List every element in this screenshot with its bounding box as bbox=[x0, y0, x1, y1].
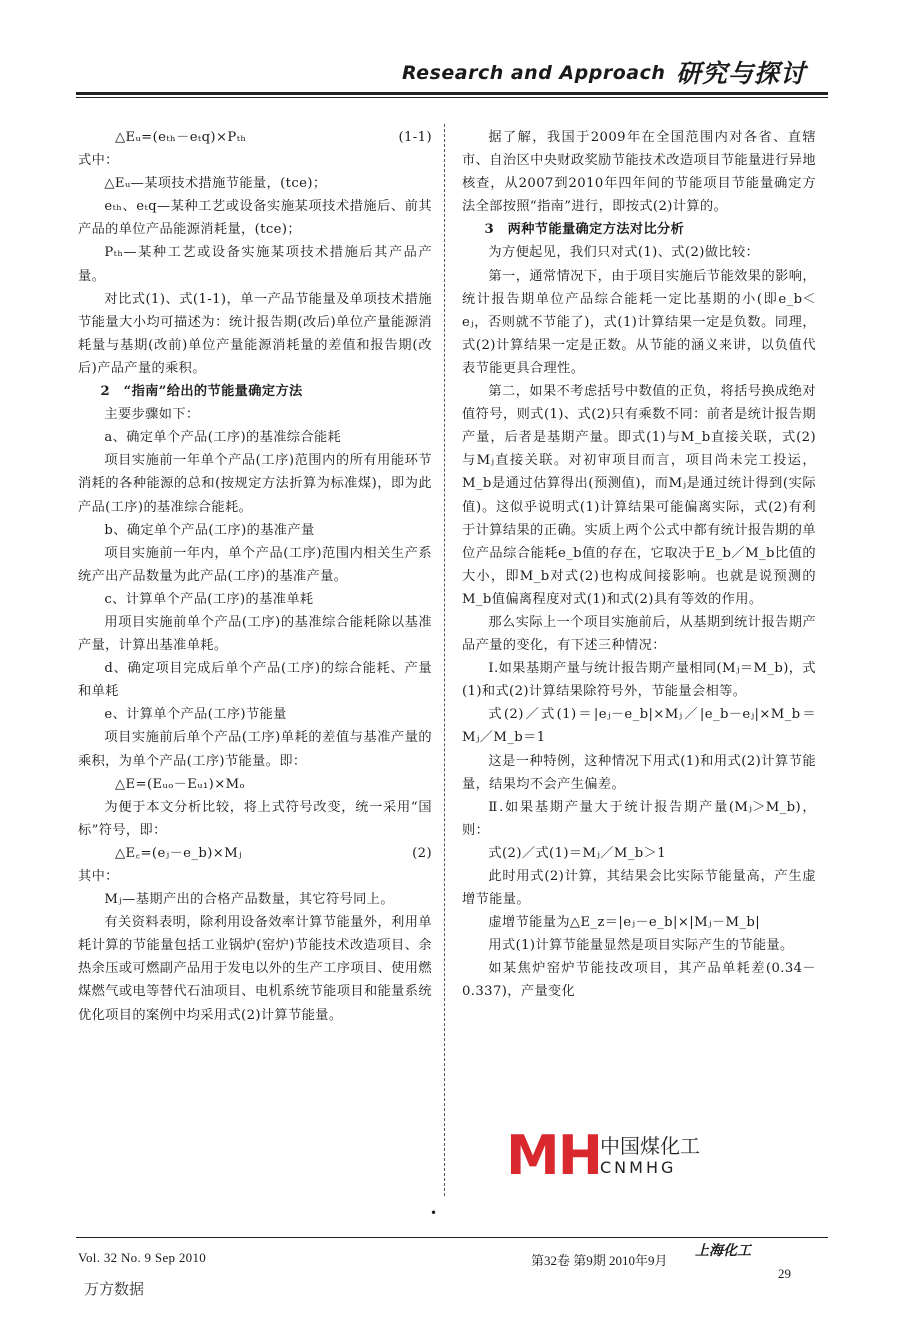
paragraph: 第二，如果不考虑括号中数值的正负，将括号换成绝对值符号，则式(1)、式(2)只有乘数不同：前者是统计报告期产量，后者是基期产量。即式(1)与M_b直接关联，式(2)与Mⱼ直接关联。对初审项目而言，项目尚未完工投运，M_b是通过估算得出(预测值)，而Mⱼ是通过统计得到(实际值)。这似乎说明式(1)计算结果可能偏离实际，式(2)有利于计算结果的正确。实质上两个公式中都有统计报告期的单位产品综合能耗e_b值的存在，它取决于E_b／M_b比值的大小，即M_b对式(2)也构成间接影响。也就是说预测的M_b值偏离程度对式(1)和式(2)具有等效的作用。 bbox=[462, 384, 816, 607]
paragraph: 那么实际上一个项目实施前后，从基期到统计报告期产品产量的变化，有下述三种情况： bbox=[462, 614, 816, 654]
watermark-mark: MH bbox=[506, 1124, 601, 1187]
paragraph: 此时用式(2)计算，其结果会比实际节能量高，产生虚增节能量。 bbox=[462, 869, 816, 908]
paragraph: Mⱼ—基期产出的合格产品数量，其它符号同上。 bbox=[104, 892, 394, 908]
header-rule-thin bbox=[76, 97, 828, 98]
footer-volume-info: Vol. 32 No. 9 Sep 2010 bbox=[78, 1250, 207, 1265]
source-label: 万方数据 bbox=[84, 1280, 145, 1298]
paragraph: 主要步骤如下： bbox=[104, 407, 200, 423]
paragraph: 式(2)／式(1)＝Mⱼ／M_b＞1 bbox=[488, 845, 666, 861]
header-title-cn: 研究与探讨 bbox=[676, 59, 807, 88]
formula-number: (2) bbox=[412, 845, 432, 861]
formula bbox=[78, 126, 432, 149]
section-heading: 3 两种节能量确定方法对比分析 bbox=[484, 222, 685, 238]
paragraph: 用式(1)计算节能量显然是项目实际产生的节能量。 bbox=[488, 938, 794, 954]
formula bbox=[78, 773, 432, 796]
paragraph: 式中： bbox=[78, 153, 119, 169]
paragraph: 项目实施前一年内，单个产品(工序)范围内相关生产系统产出产品数量为此产品(工序)的基准产量。 bbox=[78, 545, 432, 584]
decorative-dot: • bbox=[430, 1206, 438, 1220]
formula-number: (1-1) bbox=[398, 130, 432, 145]
formula-expression: △E=(Eᵤₒ－Eᵤ₁)×Mₒ bbox=[114, 776, 246, 792]
paragraph: 第一，通常情况下，由于项目实施后节能效果的影响，统计报告期单位产品综合能耗一定比基期的小(即e_b＜eⱼ，否则就不节能了)，式(1)计算结果一定是负数。同理，式(2)计算结果一定是正数。从节能的涵义来讲，以负值代表节能更具合理性。 bbox=[462, 268, 816, 376]
left-column bbox=[78, 126, 432, 1027]
paragraph: e、计算单个产品(工序)节能量 bbox=[104, 707, 287, 723]
paragraph: c、计算单个产品(工序)的基准单耗 bbox=[104, 591, 314, 607]
paragraph: Ⅱ.如果基期产量大于统计报告期产量(Mⱼ＞M_b)，则： bbox=[462, 799, 816, 838]
page-number: 29 bbox=[778, 1266, 791, 1281]
footer-rule bbox=[76, 1237, 828, 1238]
paragraph: 用项目实施前单个产品(工序)的基准综合能耗除以基准产量，计算出基准单耗。 bbox=[78, 614, 432, 654]
paragraph: 据了解，我国于2009年在全国范围内对各省、直辖市、自治区中央财政奖励节能技术改造项目节能量进行异地核查，从2007到2010年四年间的节能项目节能量确定方法全部按照“指南”进行，即按式(2)计算的。 bbox=[462, 130, 816, 215]
paragraph: 对比式(1)、式(1-1)，单一产品节能量及单项技术措施节能量大小均可描述为：统计报告期(改后)单位产量能源消耗量与基期(改前)单位产量能源消耗量的差值和报告期(改后)产品产量的乘积。 bbox=[78, 291, 432, 376]
paragraph: △Eᵤ—某项技术措施节能量，(tce)； bbox=[104, 176, 327, 192]
running-header bbox=[76, 52, 828, 100]
paragraph: 有关资料表明，除利用设备效率计算节能量外，利用单耗计算的节能量包括工业锅炉(窑炉)节能技术改造项目、余热余压或可燃副产品用于发电以外的生产工序项目、使用燃煤燃气或电等替代石油项目、电机系统节能项目和能量系统优化项目的案例中均采用式(2)计算节能量。 bbox=[78, 915, 432, 1023]
paragraph: 其中： bbox=[78, 869, 119, 884]
paragraph: 为方便起见，我们只对式(1)、式(2)做比较： bbox=[488, 245, 760, 261]
header-rule-thick bbox=[76, 92, 828, 95]
paragraph: 为便于本文分析比较，将上式符号改变，统一采用“国标”符号，即： bbox=[78, 799, 432, 838]
watermark-name-en: CNMHG bbox=[600, 1158, 677, 1177]
formula bbox=[78, 842, 432, 865]
watermark-name-cn: 中国煤化工 bbox=[600, 1134, 700, 1158]
paragraph: a、确定单个产品(工序)的基准综合能耗 bbox=[104, 430, 342, 446]
section-heading: 2 “指南”给出的节能量确定方法 bbox=[100, 384, 303, 400]
paragraph: eₜₕ、eₜq—某种工艺或设备实施某项技术措施后、前其产品的单位产品能源消耗量，(tce)； bbox=[78, 199, 432, 238]
paragraph: 虚增节能量为△E_z＝|eⱼ－e_b|×|Mⱼ－M_b| bbox=[488, 915, 761, 931]
header-title-en: Research and Approach bbox=[402, 62, 666, 84]
watermark-logo bbox=[500, 1124, 712, 1186]
paragraph: Ⅰ.如果基期产量与统计报告期产量相同(Mⱼ＝M_b)，式(1)和式(2)计算结果除符号外，节能量会相等。 bbox=[462, 661, 816, 700]
paragraph: b、确定单个产品(工序)的基准产量 bbox=[104, 522, 315, 538]
paragraph: 如某焦炉窑炉节能技改项目，其产品单耗差(0.34－0.337)，产量变化 bbox=[462, 961, 816, 1000]
paragraph: d、确定项目完成后单个产品(工序)的综合能耗、产量和单耗 bbox=[78, 661, 432, 700]
paragraph: Pₜₕ—某种工艺或设备实施某项技术措施后其产品产量。 bbox=[78, 245, 432, 284]
formula-expression: △E꜀=(eⱼ－e_b)×Mⱼ bbox=[114, 845, 242, 861]
right-column bbox=[462, 126, 816, 1004]
paragraph: 项目实施前后单个产品(工序)单耗的差值与基准产量的乘积，为单个产品(工序)节能量。即： bbox=[78, 730, 432, 769]
paragraph: 这是一种特例，这种情况下用式(1)和用式(2)计算节能量，结果均不会产生偏差。 bbox=[462, 753, 816, 792]
paragraph: 项目实施前一年单个产品(工序)范围内的所有用能环节消耗的各种能源的总和(按规定方法折算为标准煤)，即为此产品(工序)的基准综合能耗。 bbox=[78, 453, 432, 515]
footer-brand: 上海化工 bbox=[695, 1243, 751, 1259]
paragraph: 式(2)／式(1)＝|eⱼ－e_b|×Mⱼ／|e_b－eⱼ|×M_b＝Mⱼ／M_b＝1 bbox=[462, 707, 816, 746]
formula-expression: △Eᵤ=(eₜₕ－eₜq)×Pₜₕ bbox=[114, 130, 247, 145]
column-divider bbox=[444, 124, 445, 1196]
footer-issue-cn: 第32卷 第9期 2010年9月 bbox=[531, 1253, 668, 1268]
